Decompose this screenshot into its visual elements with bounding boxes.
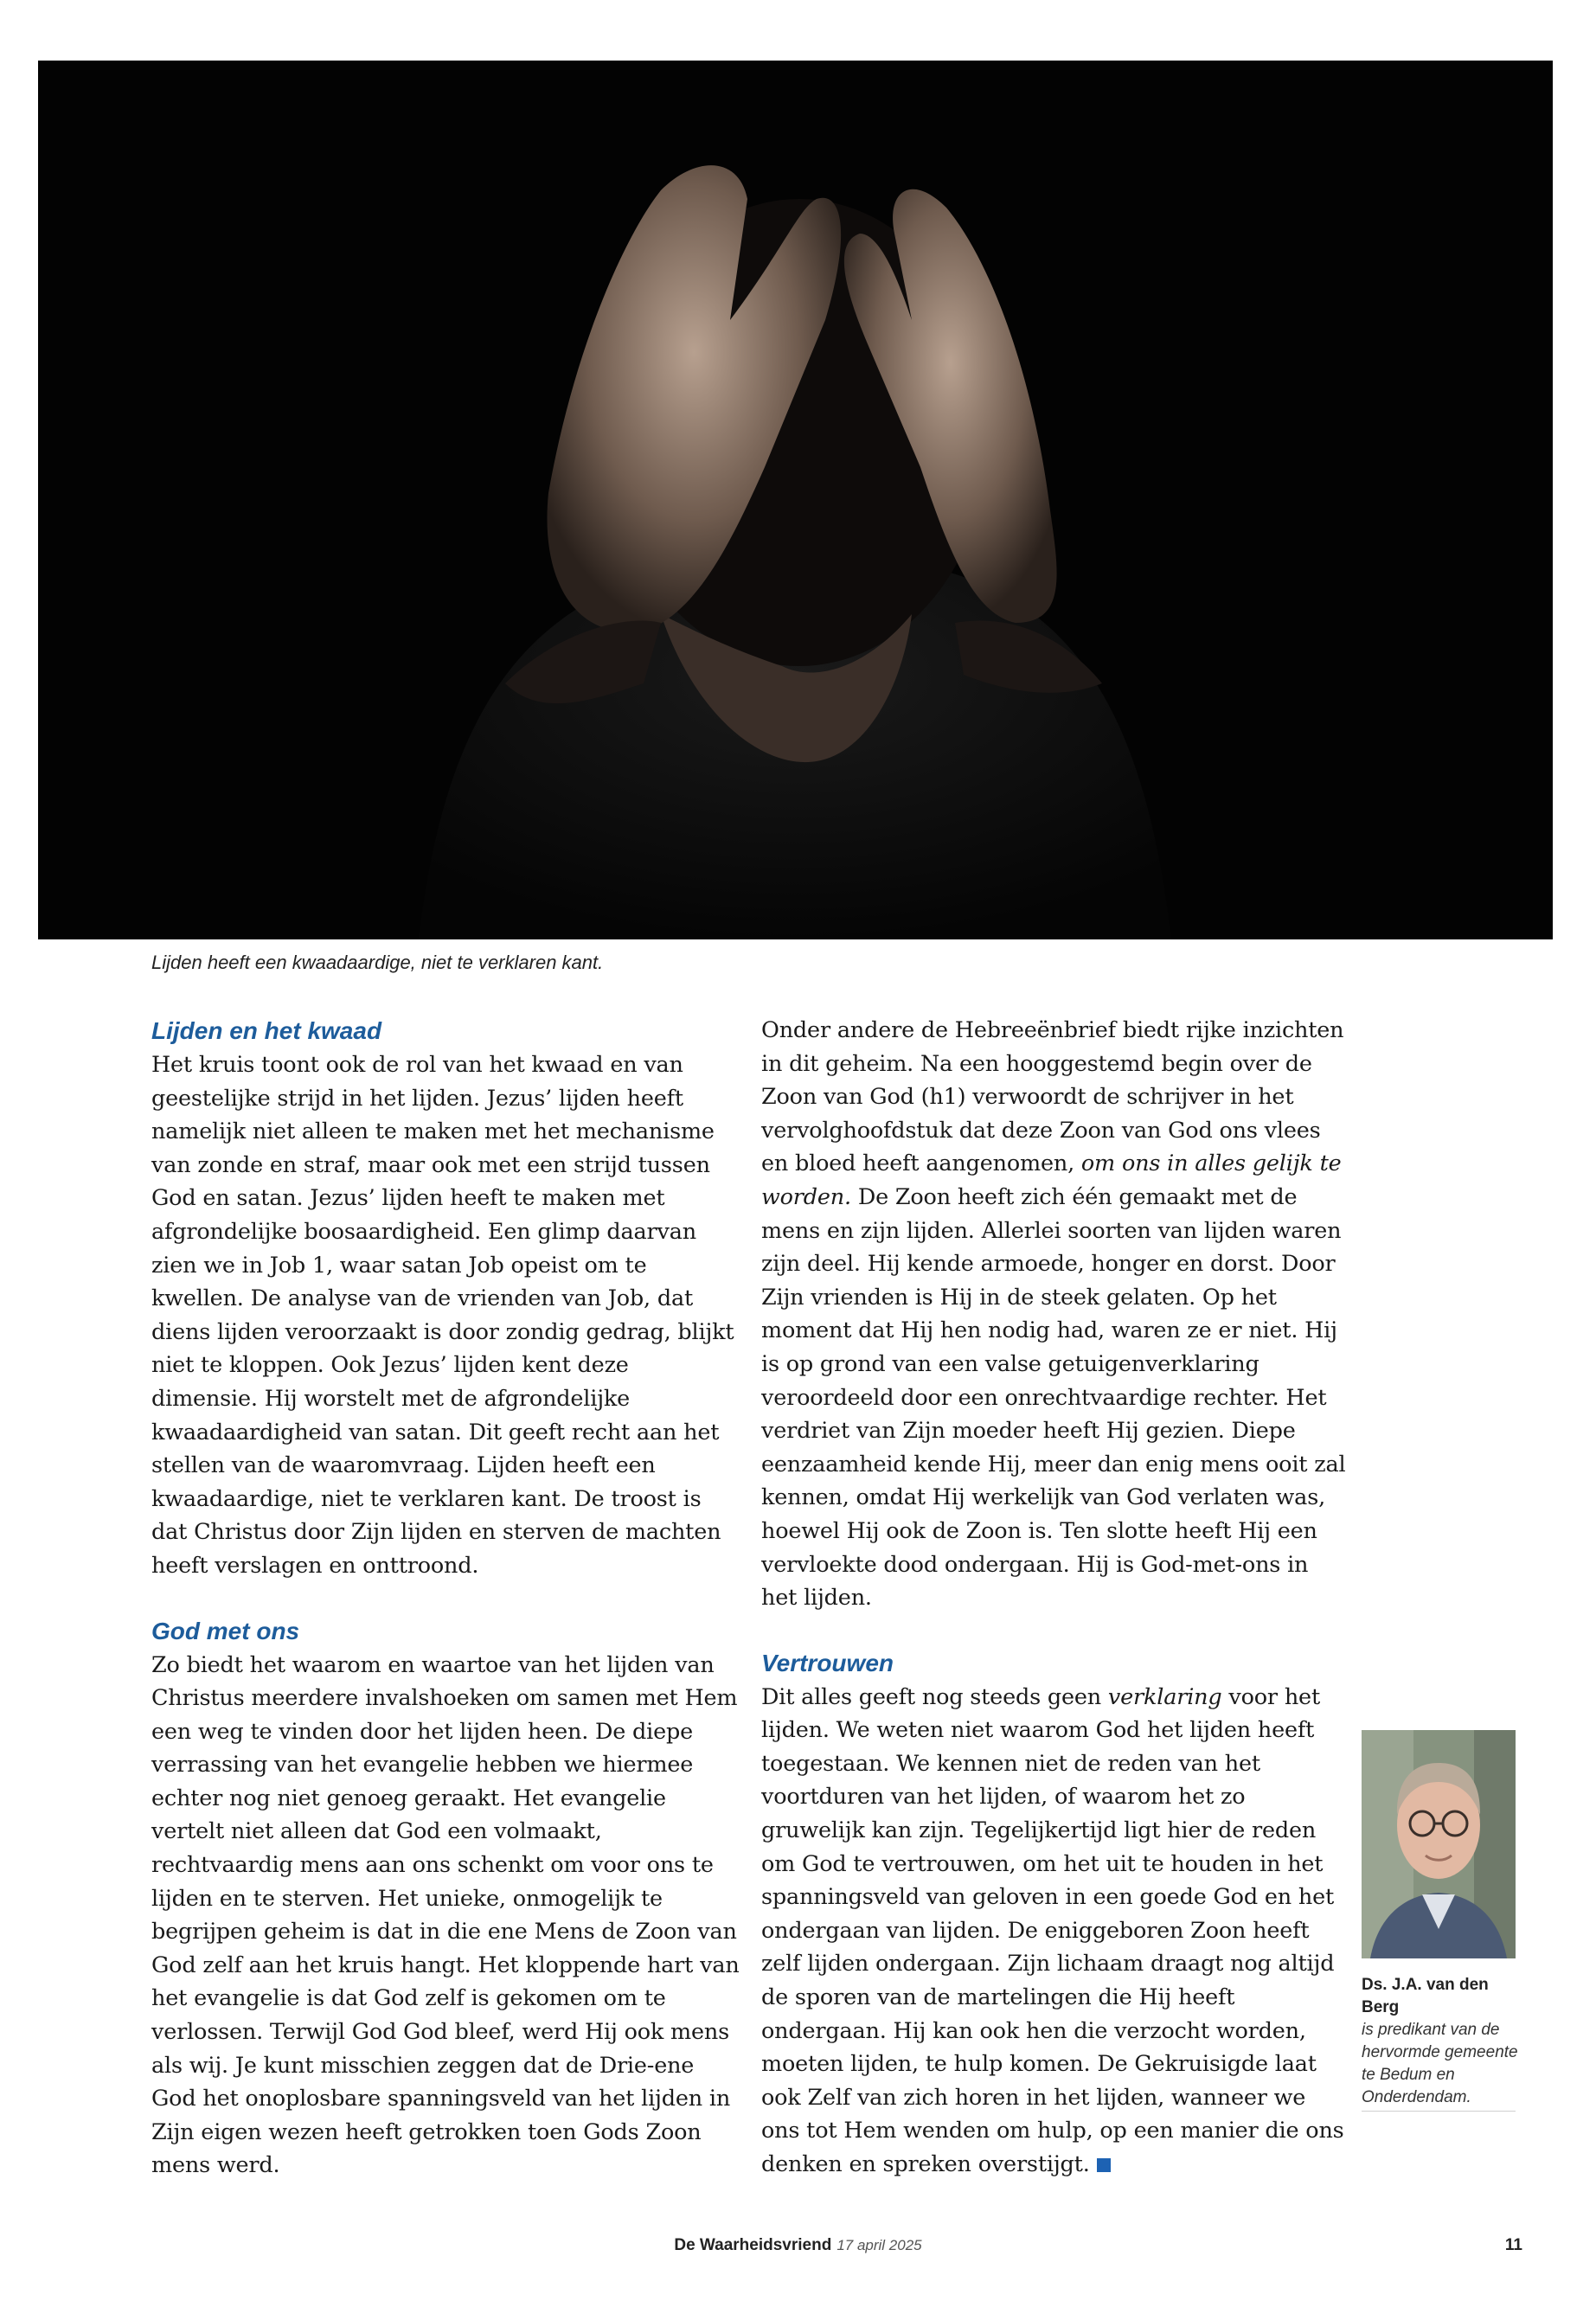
page-number: 11	[1504, 2236, 1522, 2254]
author-bio	[1362, 1974, 1526, 2109]
article-column-right	[761, 1014, 1349, 2182]
section-gap	[761, 1615, 1349, 1646]
section-body-lijden-en-het-kwaad: Het kruis toont ook de rol van het kwaad en van geestelijke strijd in het lijden. Jezus’ lijden heeft namelijk niet alleen te maken met het mechanisme van zonde en straf, maar ook met een strijd tussen God en satan. Jezus’ lijden heeft te maken met afgrondelijke boosaardigheid. Een glimp daarvan zien we in Job 1, waar satan Job opeist om te kwellen. De analyse van de vrienden van Job, dat diens lijden veroorzaakt is door zondig gedrag, blijkt niet te kloppen. Ook Jezus’ lijden kent deze dimensie. Hij worstelt met de afgrondelijke kwaadaardigheid van satan. Dit geeft recht aan het stellen van de waaromvraag. Lijden heeft een kwaadaardige, niet te verklaren kant. De troost is dat Christus door Zijn lijden en sterven de machten heeft verslagen en onttroond.	[151, 1052, 734, 1579]
author-portrait-photo	[1362, 1730, 1516, 1958]
body-text: Onder andere de Hebreeënbrief biedt rijke inzichten in dit geheim. Na een hooggestemd begin over de Zoon van God (h1) verwoordt de schrijver in het vervolghoofdstuk dat deze Zoon van God ons vlees en bloed heeft aangenomen,	[761, 1017, 1344, 1177]
section-body-hebreeenbrief	[761, 1014, 1349, 1615]
section-heading-god-met-ons: God met ons	[151, 1617, 300, 1644]
body-emphasis: verklaring	[1107, 1683, 1222, 1710]
article-column-left	[151, 1014, 740, 2182]
section-gap	[151, 1583, 740, 1614]
section-heading-lijden-en-het-kwaad: Lijden en het kwaad	[151, 1017, 382, 1044]
section-heading-vertrouwen: Vertrouwen	[761, 1649, 894, 1676]
author-divider	[1362, 2111, 1516, 2112]
footer-date: 17 april 2025	[836, 2237, 922, 2253]
article-end-square-icon	[1097, 2158, 1111, 2172]
photo-caption: Lijden heeft een kwaadaardige, niet te verklaren kant.	[151, 952, 604, 973]
body-text: De Zoon heeft zich één gemaakt met de mens en zijn lijden. Allerlei soorten van lijden waren zijn deel. Hij kende armoede, honger en dorst. Door Zijn vrienden is Hij in de steek gelaten. Op het moment dat Hij hen nodig had, waren ze er niet. Hij is op grond van een valse getuigenverklaring veroordeeld door een onrechtvaardige rechter. Het verdriet van Zijn moeder heeft Hij gezien. Diepe eenzaamheid kende Hij, meer dan enig mens ooit zal kennen, omdat Hij werkelijk van God verlaten was, hoewel Hij ook de Zoon is. Ten slotte heeft Hij een vervloekte dood ondergaan. Hij is God-met-ons in het lijden.	[761, 1183, 1346, 1612]
man-holding-head-photo	[38, 61, 1553, 939]
author-description: is predikant van de hervormde gemeente te Bedum en Onderdendam.	[1362, 2021, 1518, 2106]
footer-magazine-name: De Waarheidsvriend	[674, 2236, 832, 2254]
footer-publication	[0, 2236, 1596, 2255]
section-body-vertrouwen	[761, 1681, 1349, 2182]
body-text: Dit alles geeft nog steeds geen	[761, 1683, 1108, 1710]
body-emphasis: om ons in alles gelijk te worden.	[761, 1150, 1342, 1210]
section-body-god-met-ons: Zo biedt het waarom en waartoe van het lijden van Christus meerdere invalshoeken om samen met Hem een weg te vinden door het lijden heen. De diepe verrassing van het evangelie hebben we hiermee echter nog niet genoeg geraakt. Het evangelie vertelt niet alleen dat God een volmaakt, rechtvaardig mens aan ons schenkt om voor ons te lijden en te sterven. Het unieke, onmogelijk te begrijpen geheim is dat in die ene Mens de Zoon van God zelf aan het kruis hangt. Het kloppende hart van het evangelie is dat God zelf is gekomen om te verlossen. Terwijl God God bleef, werd Hij ook mens als wij. Je kunt misschien zeggen dat de Drie-ene God het onoplosbare spanningsveld van het lijden in Zijn eigen wezen heeft getrokken toen Gods Zoon mens werd.	[151, 1651, 740, 2179]
body-text: voor het lijden. We weten niet waarom God het lijden heeft toegestaan. We kennen niet de reden van het voortduren van het lijden, of waarom het zo gruwelijk kan zijn. Tegelijkertijd ligt hier de reden om God te vertrouwen, om het uit te houden in het spanningsveld van geloven in een goede God en het ondergaan van lijden. De eniggeboren Zoon heeft zelf lijden ondergaan. Zijn lichaam draagt nog altijd de sporen van de martelingen die Hij heeft ondergaan. Hij kan ook hen die verzocht worden, moeten lijden, te hulp komen. De Gekruisigde laat ook Zelf van zich horen in het lijden, wanneer we ons tot Hem wenden om hulp, op een manier die ons denken en spreken overstijgt.	[761, 1683, 1344, 2177]
author-name: Ds. J.A. van den Berg	[1362, 1976, 1489, 2016]
